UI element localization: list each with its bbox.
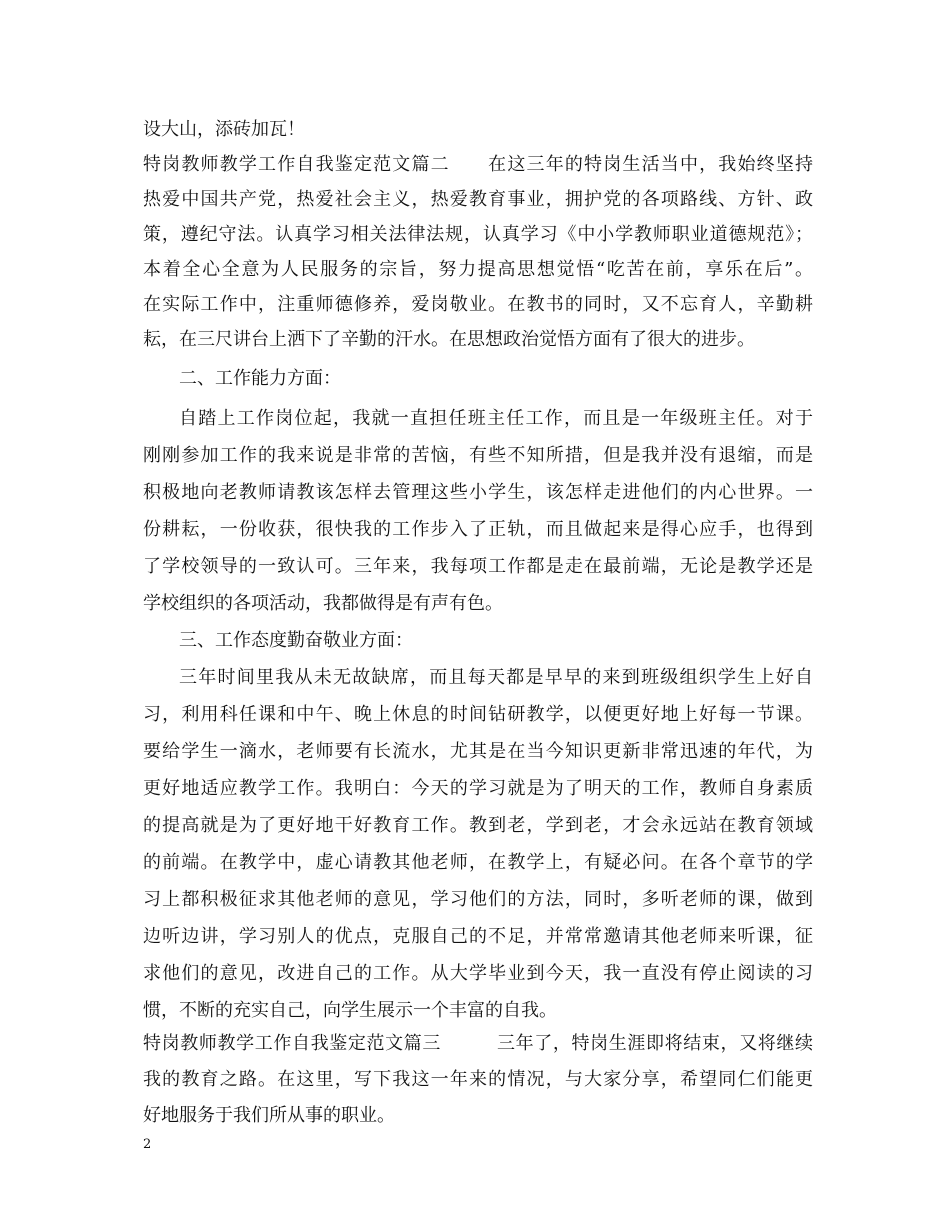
text-line: 刚刚参加工作的我来说是非常的苦恼，有些不知所措，但是我并没有退缩，而是 — [143, 445, 813, 466]
text-line: 本着全心全意为人民服务的宗旨，努力提高思想觉悟“吃苦在前，享乐在后”。 — [143, 259, 813, 280]
text-line: 三年时间里我从未无故缺席，而且每天都是早早的来到班级组织学生上好自 — [179, 667, 813, 688]
text-line: 求他们的意见，改进自己的工作。从大学毕业到今天，我一直没有停止阅读的习 — [143, 963, 813, 984]
text-line: 份耕耘，一份收获，很快我的工作步入了正轨，而且做起来是得心应手，也得到 — [143, 519, 813, 540]
section-heading-line: 特岗教师教学工作自我鉴定范文篇二 在这三年的特岗生活当中，我始终坚持 — [143, 154, 813, 175]
text-line: 积极地向老教师请教该怎样去管理这些小学生，该怎样走进他们的内心世界。一 — [143, 482, 813, 503]
text-line: 更好地适应教学工作。我明白：今天的学习就是为了明天的工作，教师自身素质 — [143, 778, 813, 799]
text-line: 的提高就是为了更好地干好教育工作。教到老，学到老，才会永远站在教育领域 — [143, 815, 813, 836]
text-line: 的前端。在教学中，虚心请教其他老师，在教学上，有疑必问。在各个章节的学 — [143, 852, 813, 873]
text-line: 好地服务于我们所从事的职业。 — [143, 1105, 395, 1126]
text-line: 惯，不断的充实自己，向学生展示一个丰富的自我。 — [143, 1000, 557, 1021]
text-line: 自踏上工作岗位起，我就一直担任班主任工作，而且是一年级班主任。对于 — [179, 408, 813, 429]
text-line: 习，利用科任课和中午、晚上休息的时间钻研教学，以便更好地上好每一节课。 — [143, 704, 813, 725]
section-heading-line: 特岗教师教学工作自我鉴定范文篇三 三年了，特岗生涯即将结束，又将继续 — [143, 1033, 813, 1054]
subheading-line: 三、工作态度勤奋敬业方面： — [179, 630, 413, 651]
text-line: 在实际工作中，注重师德修养，爱岗敬业。在教书的同时，又不忘育人，辛勤耕 — [143, 294, 813, 315]
text-line: 我的教育之路。在这里，写下我这一年来的情况，与大家分享，希望同仁们能更 — [143, 1069, 813, 1090]
text-line: 学校组织的各项活动，我都做得是有声有色。 — [143, 593, 503, 614]
text-line: 要给学生一滴水，老师要有长流水，尤其是在当今知识更新非常迅速的年代，为 — [143, 741, 813, 762]
subheading-line: 二、工作能力方面： — [179, 368, 341, 389]
text-line: 耘，在三尺讲台上洒下了辛勤的汗水。在思想政治觉悟方面有了很大的进步。 — [143, 329, 755, 350]
text-line: 了学校领导的一致认可。三年来，我每项工作都是走在最前端，无论是教学还是 — [143, 556, 813, 577]
text-line: 习上都积极征求其他老师的意见，学习他们的方法，同时，多听老师的课，做到 — [143, 889, 813, 910]
text-line: 设大山，添砖加瓦！ — [143, 119, 305, 140]
text-line: 边听边讲，学习别人的优点，克服自己的不足，并常常邀请其他老师来听课，征 — [143, 926, 813, 947]
text-line: 热爱中国共产党，热爱社会主义，热爱教育事业，拥护党的各项路线、方针、政 — [143, 189, 813, 210]
text-line: 策，遵纪守法。认真学习相关法律法规，认真学习《中小学教师职业道德规范》； — [143, 224, 813, 245]
page-number: 2 — [143, 1137, 152, 1152]
